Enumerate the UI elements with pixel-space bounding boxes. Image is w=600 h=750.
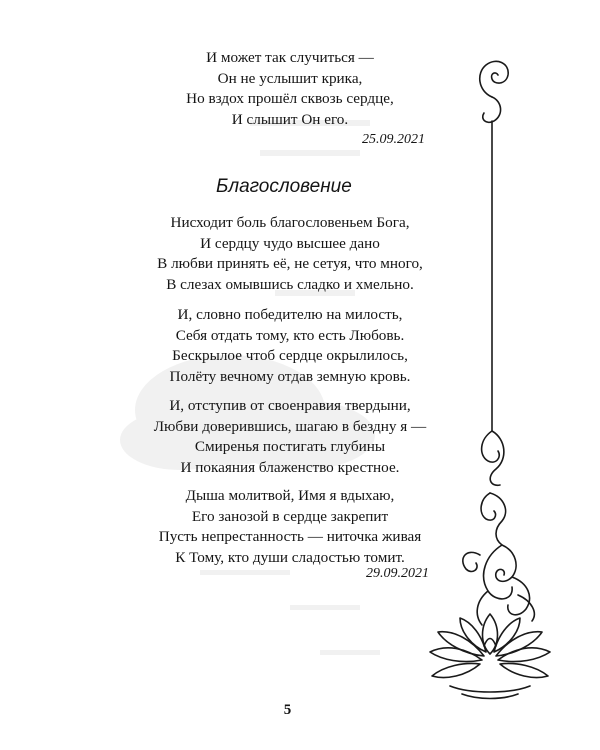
verse-line: В любви принять её, не сетуя, что много, <box>157 255 423 272</box>
verse-line: В слезах омывшись сладко и хмельно. <box>166 275 414 293</box>
verse-line: Нисходит боль благословеньем Бога, <box>170 214 410 231</box>
verse-line: Бескрылое чтоб сердце окрылилось, <box>172 347 408 364</box>
stanza-5 <box>120 486 460 568</box>
verse-line: Но вздох прошёл сквозь сердце, <box>186 90 394 107</box>
verse-line: И, словно победителю на милость, <box>177 306 403 323</box>
verse-line: Себя отдать тому, кто есть Любовь. <box>175 326 405 344</box>
poem-date: 29.09.2021 <box>366 566 429 581</box>
verse-line: Он не услышит крика, <box>217 69 363 87</box>
stanza-2 <box>120 213 460 295</box>
poem-title: Благословение <box>216 176 352 197</box>
verse-line: И покаяния блаженство крестное. <box>180 458 400 476</box>
verse-line: Полёту вечному отдав земную кровь. <box>169 367 411 385</box>
stanza-3 <box>120 305 460 387</box>
stanza-4 <box>120 396 460 478</box>
verse-line: К Тому, кто души сладостью томит. <box>175 548 405 566</box>
page-number: 5 <box>283 702 292 718</box>
verse-line: И слышит Он его. <box>231 110 349 128</box>
verse-line: И, отступив от своенравия твердыни, <box>169 397 411 414</box>
verse-line: Дыша молитвой, Имя я вдыхаю, <box>185 487 395 504</box>
poem-date: 25.09.2021 <box>362 132 425 147</box>
lotus-vine-icon <box>420 35 565 715</box>
verse-line: Его занозой в сердце закрепит <box>191 507 389 525</box>
verse-line: Пусть непрестанность — ниточка живая <box>158 528 422 545</box>
verse-line: Любви доверившись, шагаю в бездну я — <box>153 417 427 435</box>
verse-line: И может так случиться — <box>206 49 374 66</box>
stanza-1 <box>120 48 460 130</box>
verse-line: И сердцу чудо высшее дано <box>200 234 380 252</box>
verse-line: Смиренья постигать глубины <box>194 438 386 455</box>
